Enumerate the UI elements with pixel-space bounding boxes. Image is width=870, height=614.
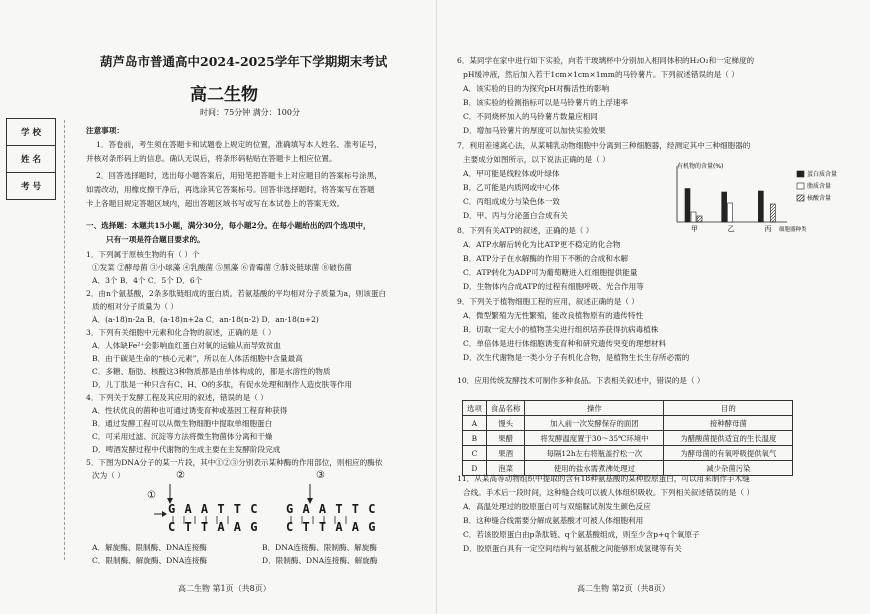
table-row [463,461,793,476]
binding-line [64,120,65,560]
question-line: A．性状优良的菌种也可通过诱变育种或基因工程育种获得 [92,406,288,415]
table-cell: 果醋 [486,431,525,446]
section-heading: 一、选择题：本题共15小题，满分30分，每小题2分。在每小题给出的四个选项中， [86,221,371,230]
school-label: 学 校 [7,119,55,146]
dna-strand-bottom-right: C T T A A G [286,520,377,534]
table-cell: A [463,416,487,431]
right-page [436,0,870,614]
table-header: 操作 [525,401,664,416]
table-cell: C [463,446,487,461]
table-cell: 使用的盐水需煮沸处理过 [525,461,664,476]
question-line: B．ATP分子在水解酶的作用下不断的合成和水解 [463,254,629,263]
student-info-box [6,118,56,200]
question-line: 10．应用传统发酵技术可制作多种食品。下表相关叙述中，错误的是（ ） [457,376,705,385]
table-cell: 馒头 [486,416,525,431]
question-line: B．该实验的检测指标可以是马铃薯片的上浮速率 [463,98,629,107]
question-line: D．次生代谢物是一类小分子有机化合物，是植物生长生存所必需的 [463,353,690,362]
question-line: A．(a-18)n-2a B．(a-18)n+2a C．an-18(n-2) D．an-18(n+2) [92,315,319,324]
table-row [463,446,793,461]
question-line: A．甲可能是线粒体或叶绿体 [463,169,560,178]
question-line: A．人体缺Fe²⁺会影响血红蛋白对氧的运输从而导致贫血 [92,341,281,350]
marker-2: ② [176,470,185,481]
legend-label: 蛋白质含量 [807,171,838,178]
legend-label: 脂质含量 [807,183,832,190]
note-line: 1．答卷前，考生须在答题卡和试题卷上规定的位置，准确填写本人姓名、准考证号， [96,140,382,149]
legend-swatch [797,171,804,177]
question-line: 6．某同学在家中进行如下实验，向若干玻璃杯中分别加入相同体积的H₂O₂和一定梯度的 [457,56,755,65]
question-line: C．可采用过滤、沉淀等方法将微生物菌体分离和干燥 [92,432,273,441]
question-line: B．这种缝合线需要分解成氨基酸才可被人体细胞利用 [463,516,644,525]
question-line: 9．下列关于植物细胞工程的应用，叙述正确的是（ ） [457,297,639,306]
table-cell: B [463,431,487,446]
option: B．DNA连接酶、限制酶、解旋酶 [262,543,377,552]
question-line: pH缓冲液，然后加入若干1cm×1cm×1mm的马铃薯片。下列叙述错误的是（ ） [463,70,739,79]
table-cell: 为醋酸菌提供适宜的生长温度 [664,431,793,446]
question-line: C．单倍体是进行体细胞诱变育种和研究遗传突变的理想材料 [463,339,667,348]
question-line: 1．下列属于原核生物的有（ ）个 [86,250,200,259]
question-line: A．微型繁殖为无性繁殖，能改良植物原有的遗传特性 [463,311,644,320]
question-line: B．切取一定大小的植物茎尖进行组织培养获得抗病毒植株 [463,325,659,334]
x-tick-label: 丙 [764,225,772,233]
x-tick-label: 甲 [691,225,698,233]
page-footer: 高二生物 第1页（共8页） [178,584,271,593]
note-line: 2．回答选择题时，选出每小题答案后，用铅笔把答题卡上对应题目的答案标号涂黑， [96,171,382,180]
question-line: C．多糖、脂肪、核酸这3种物质都是由单体构成的，都是水溶性的物质 [92,367,331,376]
marker-1: ① [147,490,156,501]
question-line: 主要成分如图所示，以下说法正确的是（ ） [463,155,610,164]
exam-number-label: 考 号 [21,182,41,192]
question-line: B．由于碳是生命的“核心元素”，所以在人体活细胞中含量最高 [92,354,303,363]
question-line: C．不同烧杯加入的马铃薯片数量应相同 [463,112,598,121]
question-line: ①发菜 ②酵母菌 ③小球藻 ④乳酸菌 ⑤黑藻 ⑥青霉菌 ⑦肺炎链球菌 ⑧破伤菌 [92,263,352,272]
question-line: A．3个 B．4个 C．5个 D．6个 [92,276,203,285]
bar [758,191,763,222]
option: D．限制酶、DNA连接酶、解旋酶 [262,556,378,565]
notes-title: 注意事项： [86,126,124,135]
section-heading: 只有一项是符合题目要求的。 [106,235,205,244]
question-line: 11．从某高等动物组织中提取的含有18种氨基酸的某种胶原蛋白，可以用来制作手术缝 [457,474,750,483]
question-line: C．丙组成成分与染色体一致 [463,197,560,206]
legend-swatch [797,183,804,189]
subject-title: 高二生物 [190,85,258,105]
question-line: 5．下图为DNA分子的某一片段，其中①②③分别表示某种酶的作用部位，则相应的酶依 [86,458,383,467]
exam-meta: 时间：75分钟 满分：100分 [200,108,300,117]
note-line: 并核对条形码上的信息。确认无误后，将条形码粘贴在答题卡上相应位置。 [86,154,337,163]
question-line: 7．利用差速离心法，从某哺乳动物细胞中分离到三种细胞器，经测定其中三种细胞器的 [457,141,751,150]
note-line: 如需改动，用橡皮擦干净后，再选涂其它答案标号。回答非选择题时，将答案写在答题 [86,185,375,194]
table-cell: 每隔12h左右将瓶盖拧松一次 [525,446,664,461]
question-line: D．儿丁肽是一种只含有C、H、O的多肽，有促水处理和制作人造皮肤等作用 [92,380,353,389]
question-line: C．若该胶原蛋白由p条肽链、q个氨基酸组成，则至少含p+q个氧原子 [463,530,700,539]
option: C．限制酶、解旋酶、DNA连接酶 [92,556,208,565]
question-line: D．甲、丙与分泌蛋白合成有关 [463,211,568,220]
question-line: D．啤酒发酵过程中代谢物的生成主要在主发酵阶段完成 [92,445,281,454]
table-cell: 减少杂菌污染 [664,461,793,476]
table-cell: 接种酵母菌 [664,416,793,431]
bar [722,192,727,222]
table-row [463,416,793,431]
question-line: C．ATP转化为ADP可为葡萄糖进入红细胞提供能量 [463,268,638,277]
bar [697,216,702,222]
question-line: 次为（ ） [92,471,125,480]
exam-title: 葫芦岛市普通高中2024-2025学年下学期期末考试 [100,54,388,69]
table-header: 食品名称 [486,401,525,416]
y-axis-label: 有机物的含量(%) [677,163,724,170]
dna-strand-top-right: G A A T T C [286,502,377,516]
question-line: 3．下列有关细胞中元素和化合物的叙述，正确的是（ ） [86,328,276,337]
question-line: A．该实验的目的为探究pH对酶活性的影响 [463,84,610,93]
organelle-chart [663,160,869,236]
dna-strand-bottom-left: C T T A A G [168,520,259,534]
name-label: 姓 名 [7,146,55,173]
question-line: D．胶原蛋白具有一定空间结构与氨基酸之间能够形成氢键等有关 [463,544,682,553]
table-cell: D [463,461,487,476]
table-header-row [463,401,793,416]
question-line: 合线。手术后一段时间，这种缝合线可以被人体组织吸收。下列相关叙述错误的是（ ） [463,488,754,497]
bar [728,203,733,222]
option: A．解旋酶、限制酶、DNA连接酶 [92,543,207,552]
question-line: 质的相对分子质量为（ ） [92,302,178,311]
table-cell: 为酵母菌的有氧呼吸提供氧气 [664,446,793,461]
question-line: B．通过发酵工程可以从微生物细胞中提取单细胞蛋白 [92,419,273,428]
question-line: D．增加马铃薯片的厚度可以加快实验效果 [463,126,606,135]
x-axis-label: 细胞器种类 [779,227,807,233]
table-header: 目的 [664,401,793,416]
note-line: 卡上各题目规定答题区域内，超出答题区域书写或写在本试卷上的答案无效。 [86,199,345,208]
bar [691,212,696,222]
bar [770,204,775,222]
legend-label: 核酸含量 [807,195,832,202]
fermentation-table [462,400,793,476]
dna-strand-top-left: G A A T T C [168,502,259,516]
page-footer: 高二生物 第2页（共8页） [577,584,670,593]
question-line: D．生物体内合成ATP的过程有细胞呼吸、光合作用等 [463,282,644,291]
question-line: A．高温处理过的胶原蛋白可与双缩脲试剂发生颜色反应 [463,502,651,511]
legend-swatch [797,195,804,201]
x-tick-label: 乙 [727,225,735,233]
table-cell: 加入前一次发酵保存的面团 [525,416,664,431]
question-line: 8．下列有关ATP的叙述，正确的是（ ） [457,226,594,235]
question-line: A．ATP水解后转化为比ATP更不稳定的化合物 [463,240,621,249]
table-header: 选项 [463,401,487,416]
table-cell: 将发酵温度置于30～35℃环境中 [525,431,664,446]
marker-3: ③ [316,470,325,481]
question-line: 2．由n个氨基酸，2条多肽链组成的蛋白质。若氨基酸的平均相对分子质量为a，则该蛋白 [86,289,387,298]
table-cell: 泡菜 [486,461,525,476]
table-row [463,431,793,446]
bar [685,189,690,223]
table-cell: 果酒 [486,446,525,461]
question-line: B．乙可能是内质网或中心体 [463,183,560,192]
question-line: 4．下列关于发酵工程及其应用的叙述，错误的是（ ） [86,393,268,402]
